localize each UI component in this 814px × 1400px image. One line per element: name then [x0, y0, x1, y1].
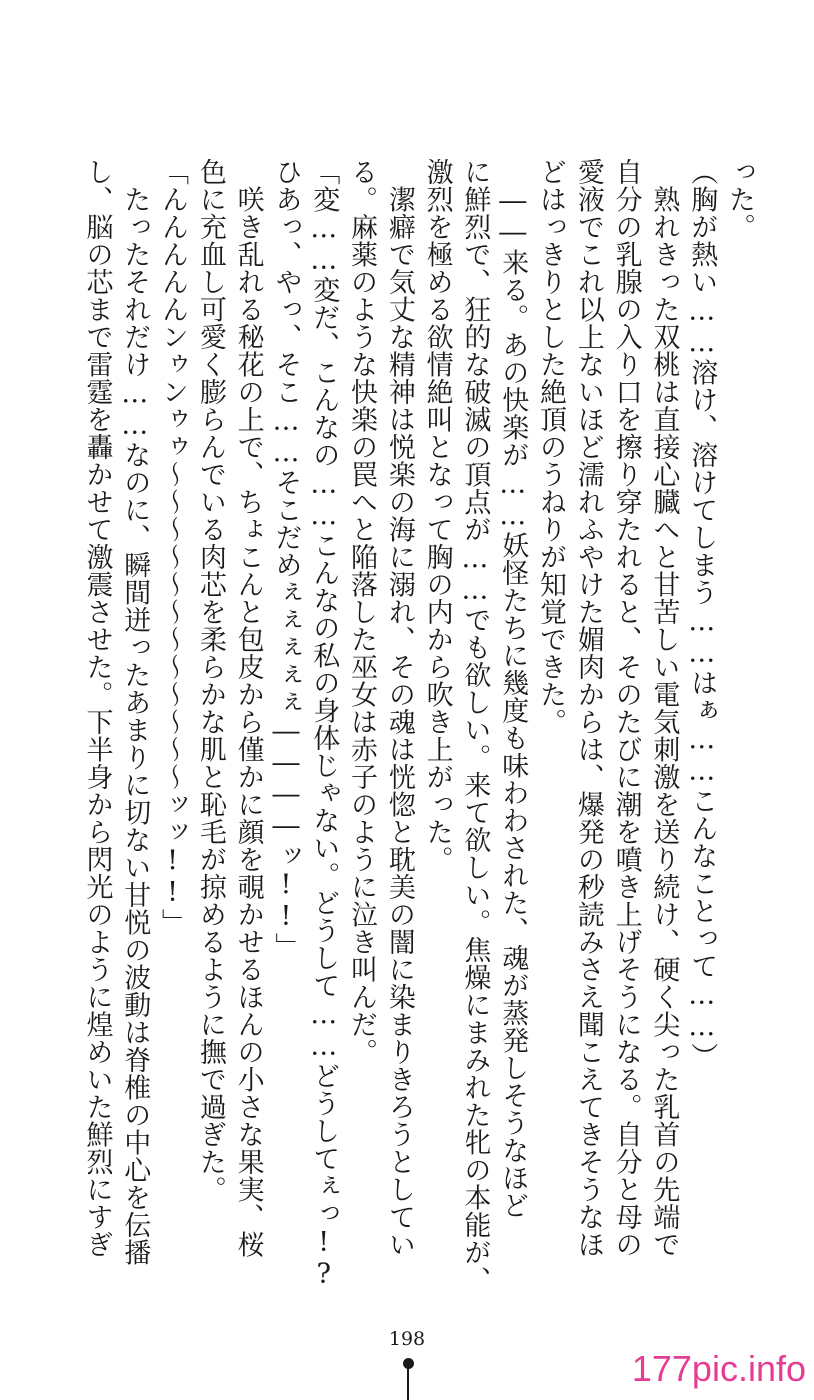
text-line: （胸が熱い……溶け、溶けてしまう……はぁ……こんなことって……）	[686, 158, 718, 1070]
text-line: 熟れきった双桃は直接心臓へと甘苦しい電気刺激を送り続け、硬く尖った乳首の先端で	[648, 158, 680, 1258]
text-line: 潔癖で気丈な精神は悦楽の海に溺れ、その魂は恍惚と耽美の闇に染まりきろうとしてい	[383, 158, 415, 1258]
vertical-text-body	[81, 158, 758, 1294]
text-line: 激烈を極める欲情絶叫となって胸の内から吹き上がった。	[421, 158, 453, 873]
text-line: ――来る。あの快楽が……妖怪たちに幾度も味わわされた、魂が蒸発しそうなほど	[497, 158, 529, 1219]
text-line: 自分の乳腺の入り口を擦り穿たれると、そのたびに潮を噴き上げそうになる。自分と母の	[610, 158, 642, 1258]
text-line: し、脳の芯まで雷霆を轟かせて激震させた。下半身から閃光のように煌めいた鮮烈にすぎ	[81, 158, 113, 1258]
text-line: 愛液でこれ以上ないほど濡れふやけた媚肉からは、爆発の秒読みさえ聞こえてきそうなほ	[572, 158, 604, 1258]
text-line: どはっきりとした絶頂のうねりが知覚できた。	[535, 158, 567, 736]
page-stem-ornament	[407, 1368, 409, 1400]
text-line: 咲き乱れる秘花の上で、ちょこんと包皮から僅かに顔を覗かせるほんの小さな果実、桜	[232, 158, 264, 1258]
text-line: った。	[724, 158, 755, 241]
text-line: 色に充血し可愛く膨らんでいる肉芯を柔らかな肌と恥毛が掠めるように撫で過ぎた。	[194, 158, 226, 1203]
text-line: たったそれだけ……なのに、瞬間迸ったあまりに切ない甘悦の波動は脊椎の中心を伝播	[119, 158, 151, 1266]
watermark-text: 177pic.info	[631, 1348, 806, 1389]
text-line: る。麻薬のような快楽の罠へと陥落した巫女は赤子のように泣き叫んだ。	[346, 158, 378, 1066]
page-number: 198	[388, 1328, 426, 1350]
text-line: 「んんんんんンゥンゥゥ〜〜〜〜〜〜〜〜〜〜〜〜ッッ!!」	[157, 158, 189, 936]
text-line: に鮮烈で、狂的な破滅の頂点が……でも欲しい。来て欲しい。焦燥にまみれた牝の本能が、	[459, 158, 491, 1294]
text-line: ひあっ、やっ、そこ……そこだめぇぇぇぇぇ――――ッ!!」	[270, 158, 302, 960]
text-line: 「変……変だ、こんなの……こんなの私の身体じゃない。どうして……どうしてぇっ!?	[308, 158, 340, 1290]
